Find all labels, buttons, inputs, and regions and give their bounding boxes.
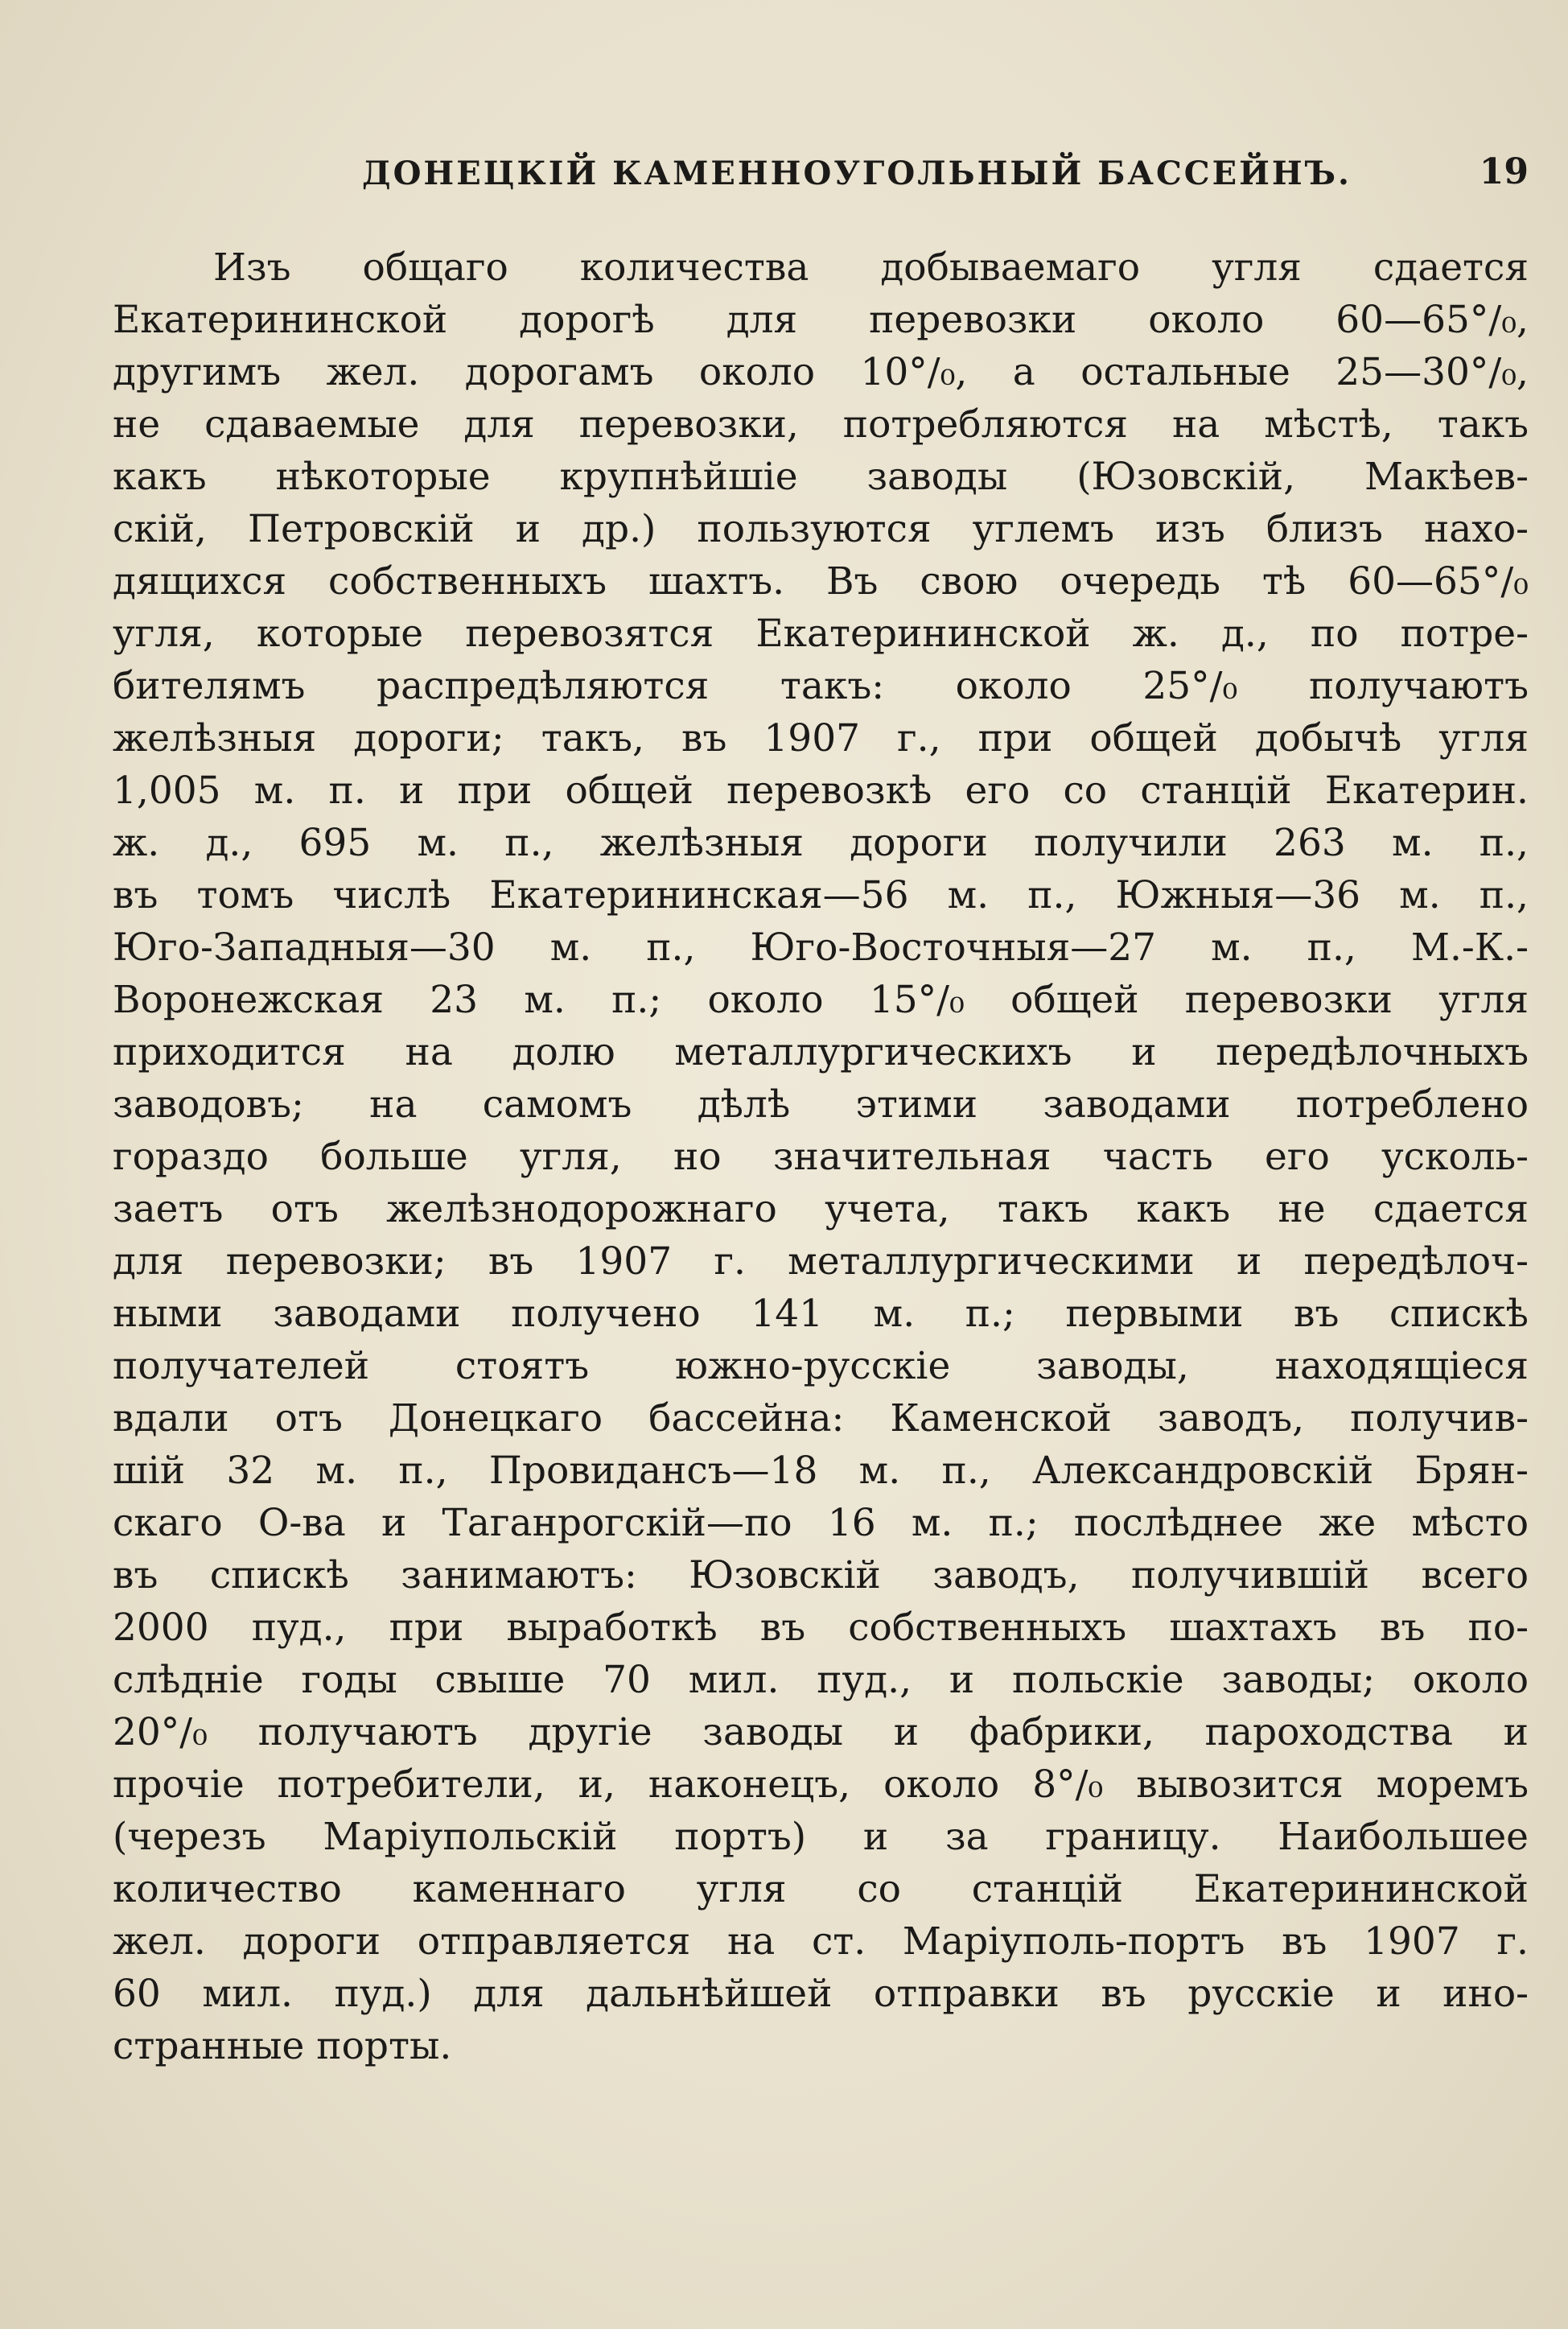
text-line: странные порты.: [113, 2024, 452, 2068]
text-line: жел. дороги отправляется на ст. Маріуполь-портъ въ 1907 г.: [113, 1919, 1529, 1964]
text-line: получателей стоятъ южно-русскіе заводы, находящіеся: [113, 1344, 1529, 1388]
text-line: (черезъ Маріупольскій портъ) и за границу. Наибольшее: [113, 1815, 1529, 1859]
text-line: вдали отъ Донецкаго бассейна: Каменской заводъ, получив-: [113, 1396, 1529, 1441]
text-line: угля, которые перевозятся Екатерининской ж. д., по потре-: [113, 612, 1529, 656]
text-line: въ томъ числѣ Екатерининская—56 м. п., Южныя—36 м. п.,: [113, 873, 1529, 917]
text-line: ж. д., 695 м. п., желѣзныя дороги получили 263 м. п.,: [113, 821, 1529, 865]
text-line: въ спискѣ занимаютъ: Юзовскій заводъ, получившій всего: [113, 1553, 1529, 1597]
text-line: другимъ жел. дорогамъ около 10°/₀, а остальные 25—30°/₀,: [113, 350, 1529, 394]
text-line: гораздо больше угля, но значительная часть его усколь-: [113, 1135, 1529, 1179]
text-line: заводовъ; на самомъ дѣлѣ этими заводами потреблено: [113, 1082, 1529, 1127]
text-line: приходится на долю металлургическихъ и передѣлочныхъ: [113, 1030, 1529, 1074]
text-line: 2000 пуд., при выработкѣ въ собственныхъ шахтахъ въ по-: [113, 1606, 1529, 1650]
text-line: заетъ отъ желѣзнодорожнаго учета, такъ какъ не сдается: [113, 1187, 1529, 1231]
text-line: количество каменнаго угля со станцій Екатерининской: [113, 1867, 1529, 1911]
running-head: [113, 151, 1529, 211]
page-number: 19: [1479, 151, 1529, 192]
text-line: дящихся собственныхъ шахтъ. Въ свою очередь тѣ 60—65°/₀: [113, 559, 1529, 604]
text-line: для перевозки; въ 1907 г. металлургическими и передѣлоч-: [113, 1239, 1529, 1284]
text-line: скій, Петровскій и др.) пользуются углемъ изъ близъ нахо-: [113, 507, 1529, 551]
text-line: Воронежская 23 м. п.; около 15°/₀ общей перевозки угля: [113, 978, 1529, 1022]
body-paragraph: [113, 241, 1529, 2072]
text-line: шій 32 м. п., Провидансъ—18 м. п., Александровскій Брян-: [113, 1449, 1529, 1493]
text-line: 20°/₀ получаютъ другіе заводы и фабрики, пароходства и: [113, 1710, 1529, 1754]
text-line: желѣзныя дороги; такъ, въ 1907 г., при общей добычѣ угля: [113, 716, 1529, 761]
header-title: ДОНЕЦКІЙ КАМЕННОУГОЛЬНЫЙ БАССЕЙНЪ.: [362, 155, 1352, 192]
text-line: прочіе потребители, и, наконецъ, около 8°/₀ вывозится моремъ: [113, 1762, 1529, 1807]
text-line: Юго-Западныя—30 м. п., Юго-Восточныя—27 м. п., М.-К.-: [113, 925, 1529, 970]
text-line: 1,005 м. п. и при общей перевозкѣ его со станцій Екатерин.: [113, 769, 1529, 813]
text-line: бителямъ распредѣляются такъ: около 25°/₀ получаютъ: [113, 664, 1529, 708]
text-line: ными заводами получено 141 м. п.; первыми въ спискѣ: [113, 1292, 1529, 1336]
text-line: какъ нѣкоторые крупнѣйшіе заводы (Юзовскій, Макѣев-: [113, 455, 1529, 499]
text-line: не сдаваемые для перевозки, потребляются на мѣстѣ, такъ: [113, 402, 1529, 447]
text-line: слѣдніе годы свыше 70 мил. пуд., и польскіе заводы; около: [113, 1658, 1529, 1702]
text-line: Екатерининской дорогѣ для перевозки около 60—65°/₀,: [113, 298, 1529, 342]
text-line: скаго О-ва и Таганрогскій—по 16 м. п.; послѣднее же мѣсто: [113, 1501, 1529, 1545]
text-line: Изъ общаго количества добываемаго угля сдается: [213, 245, 1529, 290]
text-line: 60 мил. пуд.) для дальнѣйшей отправки въ русскіе и ино-: [113, 1972, 1529, 2016]
